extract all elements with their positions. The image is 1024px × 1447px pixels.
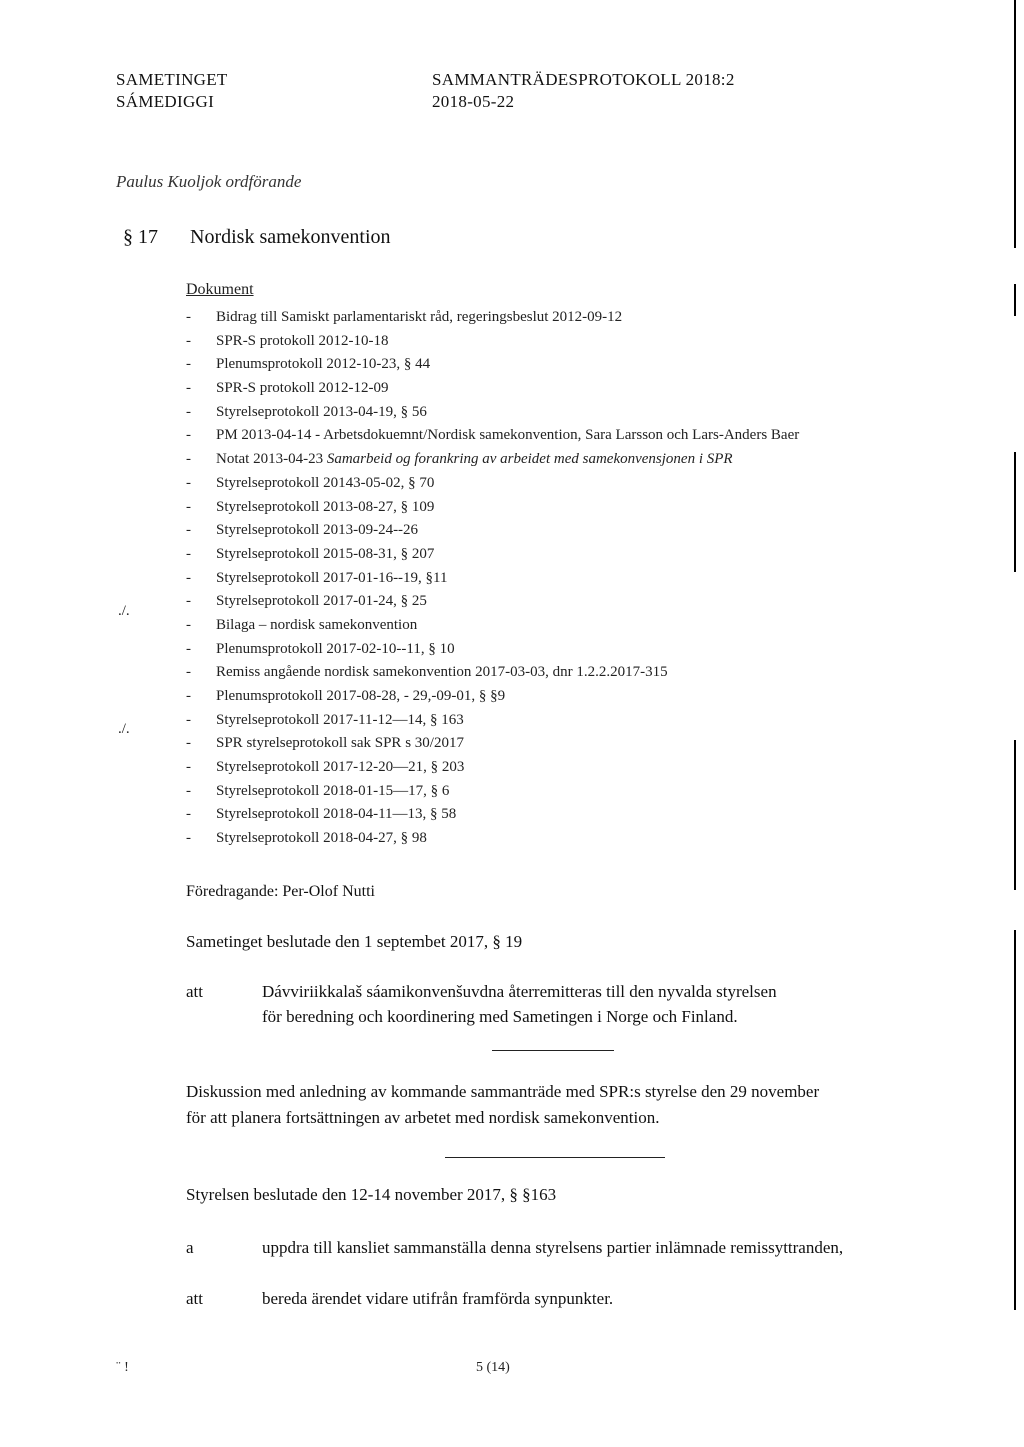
decision-heading: Sametinget beslutade den 1 septembet 2017, § 19 [186, 932, 523, 951]
document-item: - Remiss angående nordisk samekonvention 2017-03-03, dnr 1.2.2.2017-315 [186, 664, 668, 681]
document-item: - PM 2013-04-14 - Arbetsdokuemnt/Nordisk samekonvention, Sara Larsson och Lars-Anders Baer [186, 427, 800, 444]
scan-edge-line [1014, 930, 1016, 1310]
document-item: - Plenumsprotokoll 2017-08-28, - 29,-09-01, § §9 [186, 688, 506, 704]
document-item: - Styrelseprotokoll 2017-01-16--19, §11 [186, 569, 448, 586]
attachment-marker: ./. [118, 721, 130, 737]
org-name-sami: SÁMEDIGGI [116, 92, 215, 111]
protocol-title: SAMMANTRÄDESPROTOKOLL 2018:2 [432, 70, 735, 89]
document-item: - Styrelseprotokoll 2013-08-27, § 109 [186, 498, 435, 515]
decision-text: bereda ärendet vidare utifrån framförda synpunkter. [262, 1289, 614, 1308]
decision-heading: Styrelsen beslutade den 12-14 november 2017, § §163 [186, 1185, 557, 1204]
decision-label: a [186, 1238, 194, 1257]
document-item: - SPR-S protokoll 2012-10-18 [186, 332, 389, 349]
notat-italic-title: Samarbeid og forankring av arbeidet med samekonvensjonen i SPR [326, 451, 733, 468]
document-item: - Plenumsprotokoll 2012-10-23, § 44 [186, 356, 431, 373]
org-name-swedish: SAMETINGET [116, 70, 228, 89]
document-item: - Styrelseprotokoll 2018-04-27, § 98 [186, 830, 427, 847]
document-item: - Styrelseprotokoll 2018-01-15—17, § 6 [186, 782, 450, 799]
document-item: - Bidrag till Samiskt parlamentariskt råd, regeringsbeslut 2012-09-12 [186, 309, 623, 325]
decision-label: att [186, 1289, 203, 1308]
scan-edge-line [1014, 284, 1016, 316]
document-item: - Styrelseprotokoll 2013-09-24--26 [186, 522, 419, 539]
documents-heading: Dokument [186, 281, 254, 298]
decision-text: uppdra till kansliet sammanställa denna styrelsens partier inlämnade remissyttranden, [262, 1238, 844, 1257]
page-number: 5 (14) [476, 1360, 510, 1375]
document-item: - Styrelseprotokoll 20143-05-02, § 70 [186, 474, 435, 491]
discussion-line2: för att planera fortsättningen av arbetet med nordisk samekonvention. [186, 1108, 660, 1127]
discussion-line1: Diskussion med anledning av kommande sammanträde med SPR:s styrelse den 29 november [186, 1082, 820, 1101]
protocol-date: 2018-05-22 [432, 92, 515, 111]
meeting-chair: Paulus Kuoljok ordförande [116, 172, 302, 191]
document-item: - SPR styrelseprotokoll sak SPR s 30/2017 [186, 735, 464, 752]
decision-label: att [186, 982, 203, 1001]
document-item: - Styrelseprotokoll 2013-04-19, § 56 [186, 403, 427, 420]
scan-edge-line [1014, 452, 1016, 572]
document-item: - SPR-S protokoll 2012-12-09 [186, 380, 389, 397]
document-item: - Styrelseprotokoll 2018-04-11—13, § 58 [186, 806, 457, 823]
section-title: Nordisk samekonvention [190, 226, 391, 248]
scan-edge-line [1014, 0, 1016, 248]
document-item: - Notat 2013-04-23 Samarbeid og forankring av arbeidet med samekonvensjonen i SPR [186, 451, 733, 468]
decision-text-line1: Dávviriikkalaš sáamikonvenšuvdna återremitteras till den nyvalda styrelsen [262, 982, 777, 1001]
decision-text-line2: för beredning och koordinering med Sametingen i Norge och Finland. [262, 1007, 738, 1026]
document-item: - Styrelseprotokoll 2017-11-12—14, § 163 [186, 711, 464, 728]
document-item: - Plenumsprotokoll 2017-02-10--11, § 10 [186, 640, 455, 657]
footer-marks: ¨ ! [116, 1360, 129, 1375]
scan-edge-line [1014, 740, 1016, 890]
section-number: § 17 [123, 226, 158, 248]
separator-line [492, 1050, 614, 1051]
document-item: - Styrelseprotokoll 2015-08-31, § 207 [186, 545, 435, 562]
document-item: - Styrelseprotokoll 2017-01-24, § 25 [186, 593, 427, 610]
presenter: Föredragande: Per-Olof Nutti [186, 883, 375, 900]
document-list [186, 306, 799, 851]
separator-line [445, 1157, 665, 1158]
document-item: - Bilaga – nordisk samekonvention [186, 616, 418, 633]
attachment-marker: ./. [118, 603, 130, 619]
document-item: - Styrelseprotokoll 2017-12-20—21, § 203 [186, 759, 465, 776]
